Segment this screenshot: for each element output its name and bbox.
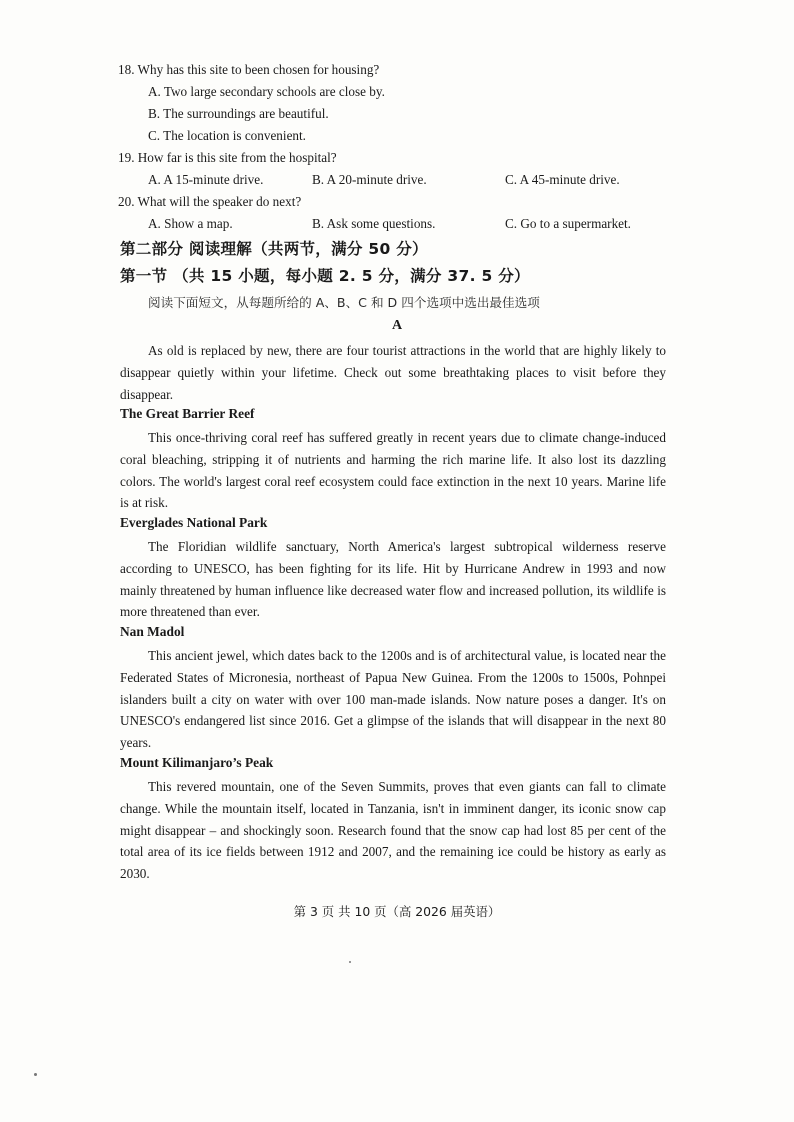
question-18-option-a: A. Two large secondary schools are close by. (148, 84, 385, 99)
section-text-great-barrier-reef: This once-thriving coral reef has suffered greatly in recent years due to climate change-induced coral bleaching, stripping it of nutrients and harming the rich marine life. It also lost its dazzling colors. The world's largest coral reef ecosystem could face extinction in the next 10 years. Marine life is at risk. (120, 430, 666, 511)
section-title-kilimanjaro: Mount Kilimanjaro’s Peak (120, 755, 274, 770)
section-text-nan-madol: This ancient jewel, which dates back to the 1200s and is of architectural value, is located near the Federated States of Micronesia, northeast of Papua New Guinea. From the 1200s to 1500s, Pohnpei islanders built a city on water with over 100 man-made islands. Now nature poses a danger. It's on UNESCO's endangered list since 2016. Get a glimpse of the islands that will disappear in the next 80 years. (120, 648, 666, 751)
section-text-everglades: The Floridian wildlife sanctuary, North America's largest subtropical wilderness reserve according to UNESCO, has been fighting for its life. Hit by Hurricane Andrew in 1993 and now mainly threatened by human influence like decreased water flow and increased pollution, its wildlife is more threatened than ever. (120, 539, 666, 620)
scan-speck (349, 961, 351, 963)
section-title-great-barrier-reef: The Great Barrier Reef (120, 406, 255, 421)
question-18-option-b: B. The surroundings are beautiful. (148, 106, 329, 121)
question-19-option-b: B. A 20-minute drive. (312, 172, 427, 187)
section-title-nan-madol: Nan Madol (120, 624, 185, 639)
question-20-option-b: B. Ask some questions. (312, 216, 436, 231)
reading-instruction: 阅读下面短文，从每题所给的 A、B、C 和 D 四个选项中选出最佳选项 (148, 295, 540, 310)
scan-speck (34, 1073, 37, 1076)
question-19-option-c: C. A 45-minute drive. (505, 172, 620, 187)
question-20-option-a: A. Show a map. (148, 216, 233, 231)
question-18-option-c: C. The location is convenient. (148, 128, 306, 143)
question-19-option-a: A. A 15-minute drive. (148, 172, 264, 187)
section-title-everglades: Everglades National Park (120, 515, 268, 530)
section-text-kilimanjaro: This revered mountain, one of the Seven Summits, proves that even giants can fall to climate change. While the mountain itself, located in Tanzania, isn't in imminent danger, its iconic snow cap might disappear – and shockingly soon. Research found that the snow cap had lost 85 per cent of the total area of its ice fields between 1912 and 2007, and the remaining ice could be history as early as 2030. (120, 779, 666, 882)
part-two-heading: 第二部分 阅读理解（共两节，满分 50 分） (120, 240, 428, 258)
question-20-option-c: C. Go to a supermarket. (505, 216, 631, 231)
question-20-stem: 20. What will the speaker do next? (118, 194, 302, 209)
passage-label: A (391, 318, 403, 333)
question-18-stem: 18. Why has this site to been chosen for housing? (118, 62, 380, 77)
section-one-heading: 第一节 （共 15 小题，每小题 2. 5 分，满分 37. 5 分） (120, 267, 530, 285)
passage-intro: As old is replaced by new, there are four tourist attractions in the world that are highly likely to disappear quietly within your lifetime. Check out some breathtaking places to visit before they disappear. (120, 343, 666, 402)
page-footer: 第 3 页 共 10 页（高 2026 届英语） (293, 904, 501, 919)
question-19-stem: 19. How far is this site from the hospital? (118, 150, 337, 165)
